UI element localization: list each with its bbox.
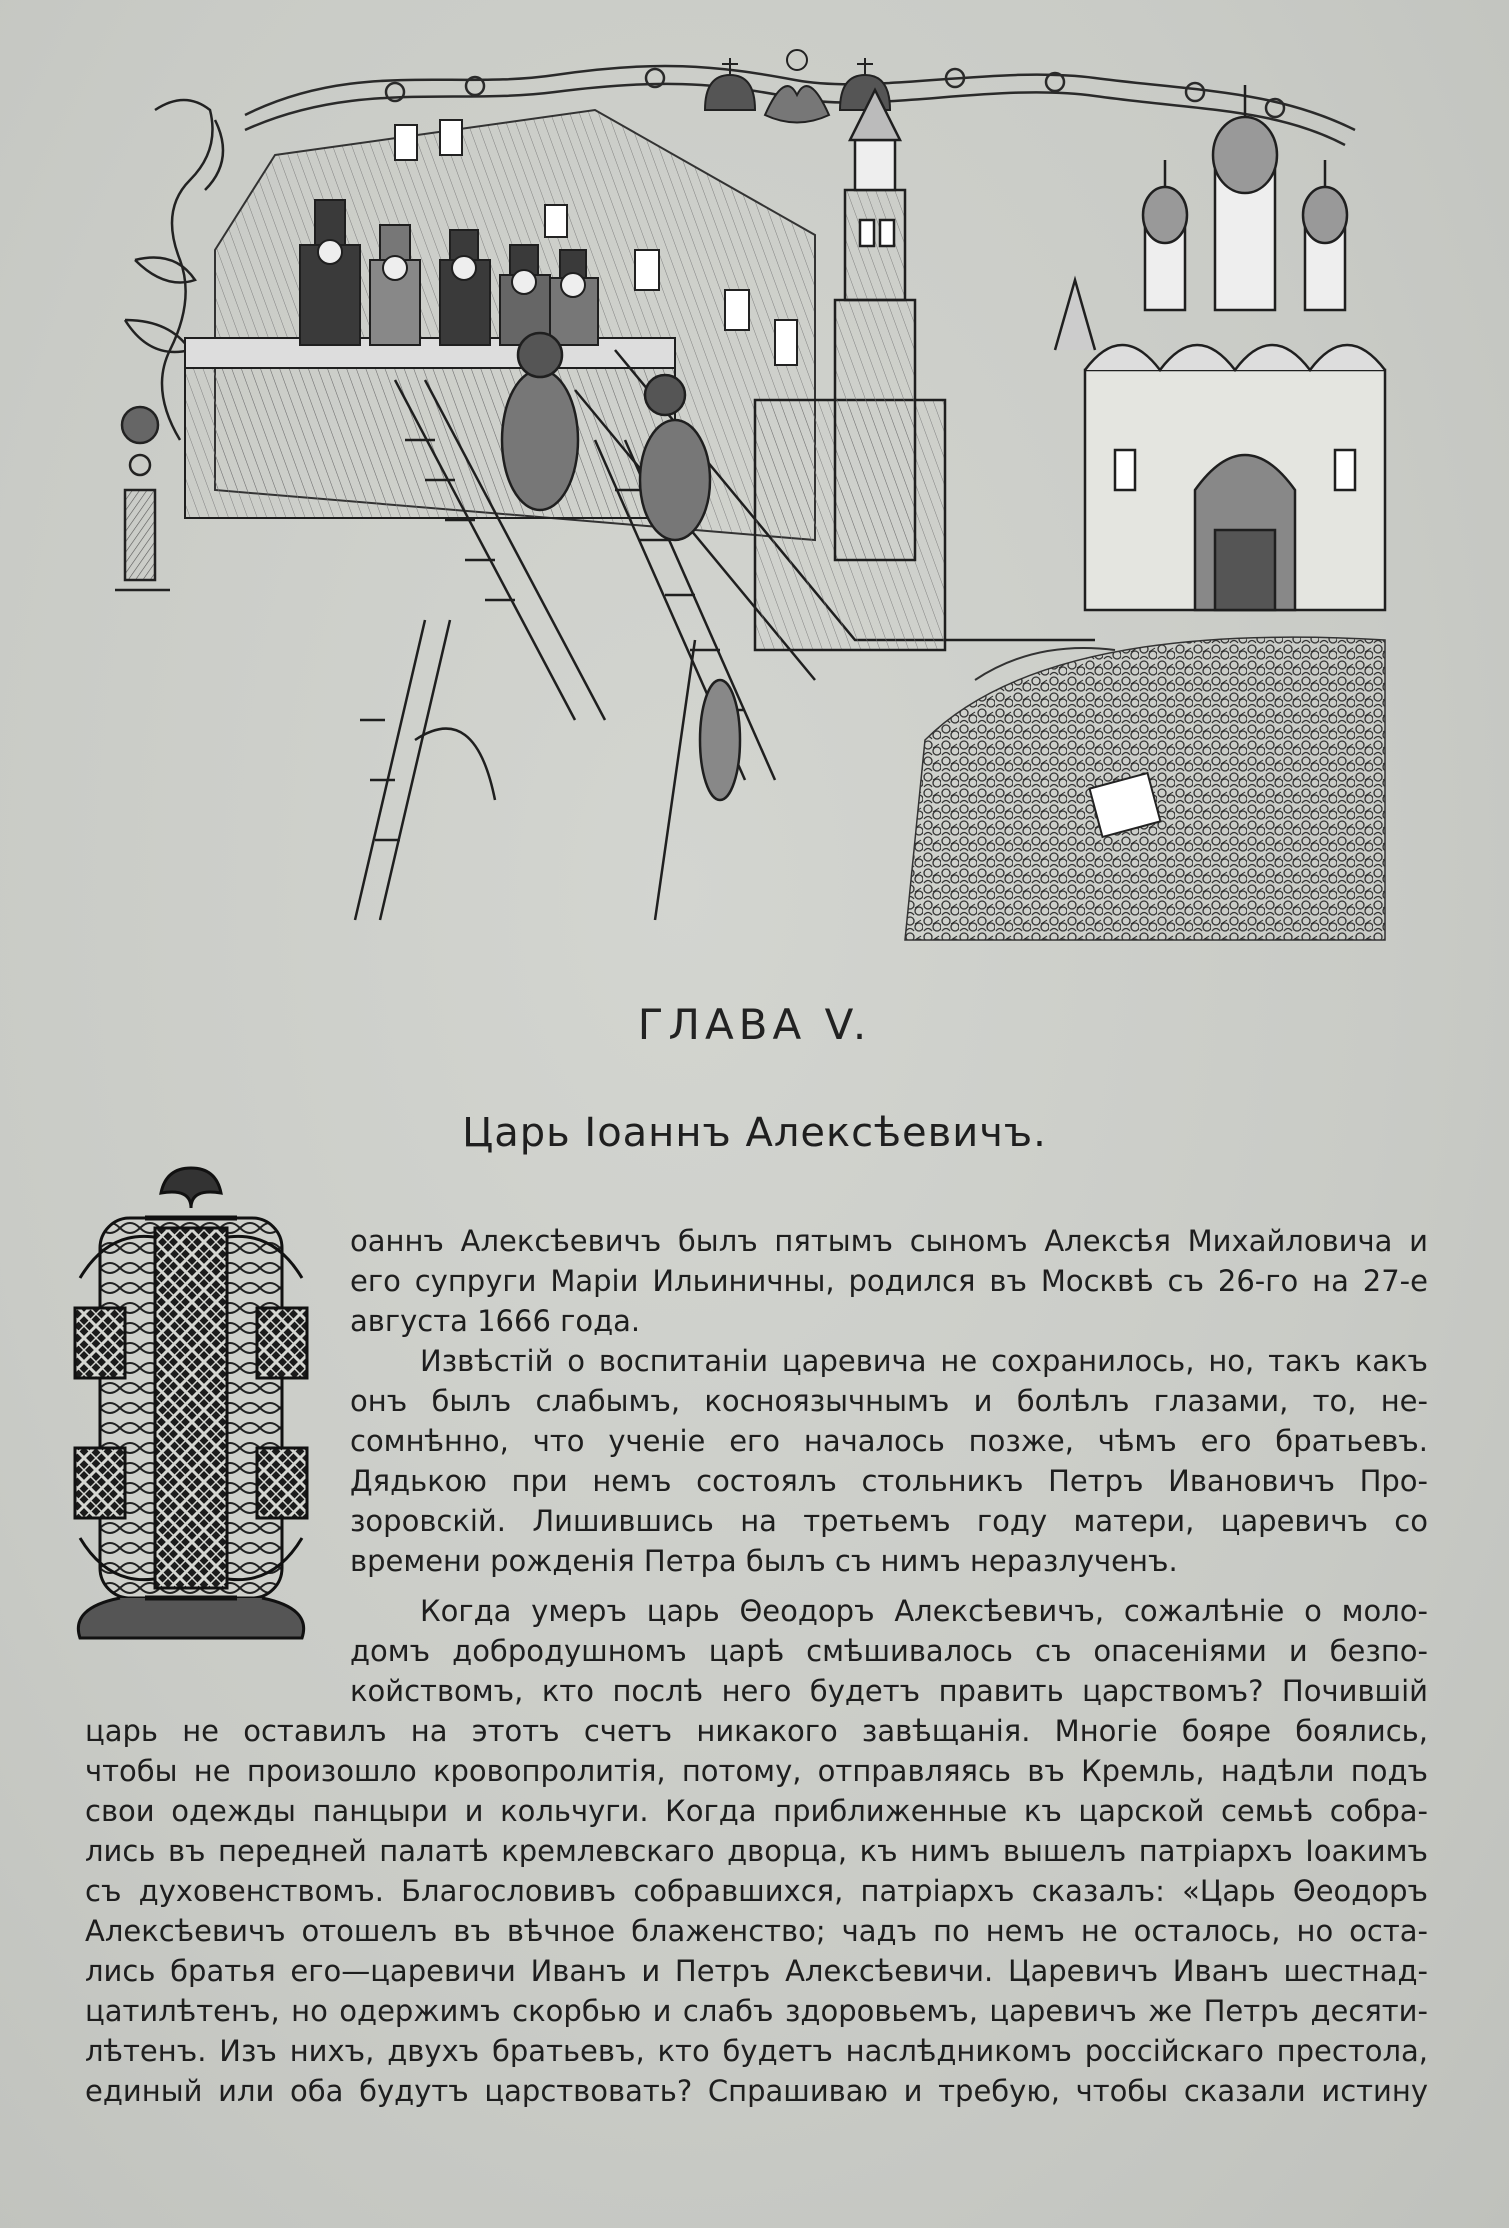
body-line: сомнѣнно, что ученіе его началось позже, чѣмъ его братьевъ. bbox=[350, 1424, 1428, 1458]
chapter-title: Царь Іоаннъ Алексѣевичъ. bbox=[462, 1110, 1047, 1156]
crown-eagle-emblem bbox=[705, 50, 890, 123]
body-line: съ духовенствомъ. Благословивъ собравшихся, патріархъ сказалъ: «Царь Θеодоръ bbox=[85, 1874, 1428, 1908]
chapter-heading: ГЛАВА V. bbox=[637, 1000, 872, 1049]
body-line: койствомъ, кто послѣ него будетъ править царствомъ? Почившій bbox=[350, 1674, 1428, 1708]
body-line: времени рожденія Петра былъ съ нимъ неразлученъ. bbox=[350, 1544, 1178, 1578]
body-line: Извѣстій о воспитаніи царевича не сохранилось, но, такъ какъ bbox=[420, 1344, 1428, 1378]
body-line: августа 1666 года. bbox=[350, 1304, 641, 1338]
crowd-square bbox=[905, 637, 1385, 940]
body-line: оаннъ Алексѣевичъ былъ пятымъ сыномъ Алексѣя Михайловича и bbox=[350, 1224, 1428, 1258]
body-line: чтобы не произошло кровопролитія, потому, отправляясь въ Кремль, надѣли подъ bbox=[85, 1754, 1428, 1788]
body-line: Дядькою при немъ состоялъ стольникъ Петръ Ивановичъ Про- bbox=[350, 1464, 1428, 1498]
body-line: единый или оба будутъ царствовать? Спрашиваю и требую, чтобы сказали истину bbox=[85, 2074, 1428, 2108]
body-line: лись братья его—царевичи Иванъ и Петръ Алексѣевичи. Царевичъ Иванъ шестнад- bbox=[85, 1954, 1428, 1988]
body-line: его супруги Маріи Ильиничны, родился въ Москвѣ съ 26-го на 27-е bbox=[350, 1264, 1428, 1298]
body-line: свои одежды панцыри и кольчуги. Когда приближенные къ царской семьѣ собра- bbox=[85, 1794, 1428, 1828]
body-line: Когда умеръ царь Θеодоръ Алексѣевичъ, сожалѣніе о моло- bbox=[420, 1594, 1428, 1628]
engraving-illustration bbox=[95, 20, 1425, 945]
bell-tower bbox=[835, 90, 915, 560]
body-line: зоровскій. Лишившись на третьемъ году матери, царевичъ со bbox=[350, 1504, 1428, 1538]
body-line: Алексѣевичъ отошелъ въ вѣчное блаженство; чадъ по немъ не осталось, но оста- bbox=[85, 1914, 1428, 1948]
body-line: лись въ передней палатѣ кремлевскаго дворца, къ нимъ вышелъ патріархъ Іоакимъ bbox=[85, 1834, 1428, 1868]
body-line: царь не оставилъ на этотъ счетъ никакого завѣщанія. Многіе бояре боялись, bbox=[85, 1714, 1428, 1748]
body-line: домъ добродушномъ царѣ смѣшивалось съ опасеніями и безпо- bbox=[350, 1634, 1428, 1668]
body-line: онъ былъ слабымъ, косноязычнымъ и болѣлъ глазами, то, не- bbox=[350, 1384, 1428, 1418]
decorative-initial-letter bbox=[60, 1158, 322, 1658]
body-line: цатилѣтенъ, но одержимъ скорбью и слабъ здоровьемъ, царевичъ же Петръ десяти- bbox=[85, 1994, 1428, 2028]
cathedral bbox=[1055, 85, 1385, 610]
body-line: лѣтенъ. Изъ нихъ, двухъ братьевъ, кто будетъ наслѣдникомъ россійскаго престола, bbox=[85, 2034, 1428, 2068]
